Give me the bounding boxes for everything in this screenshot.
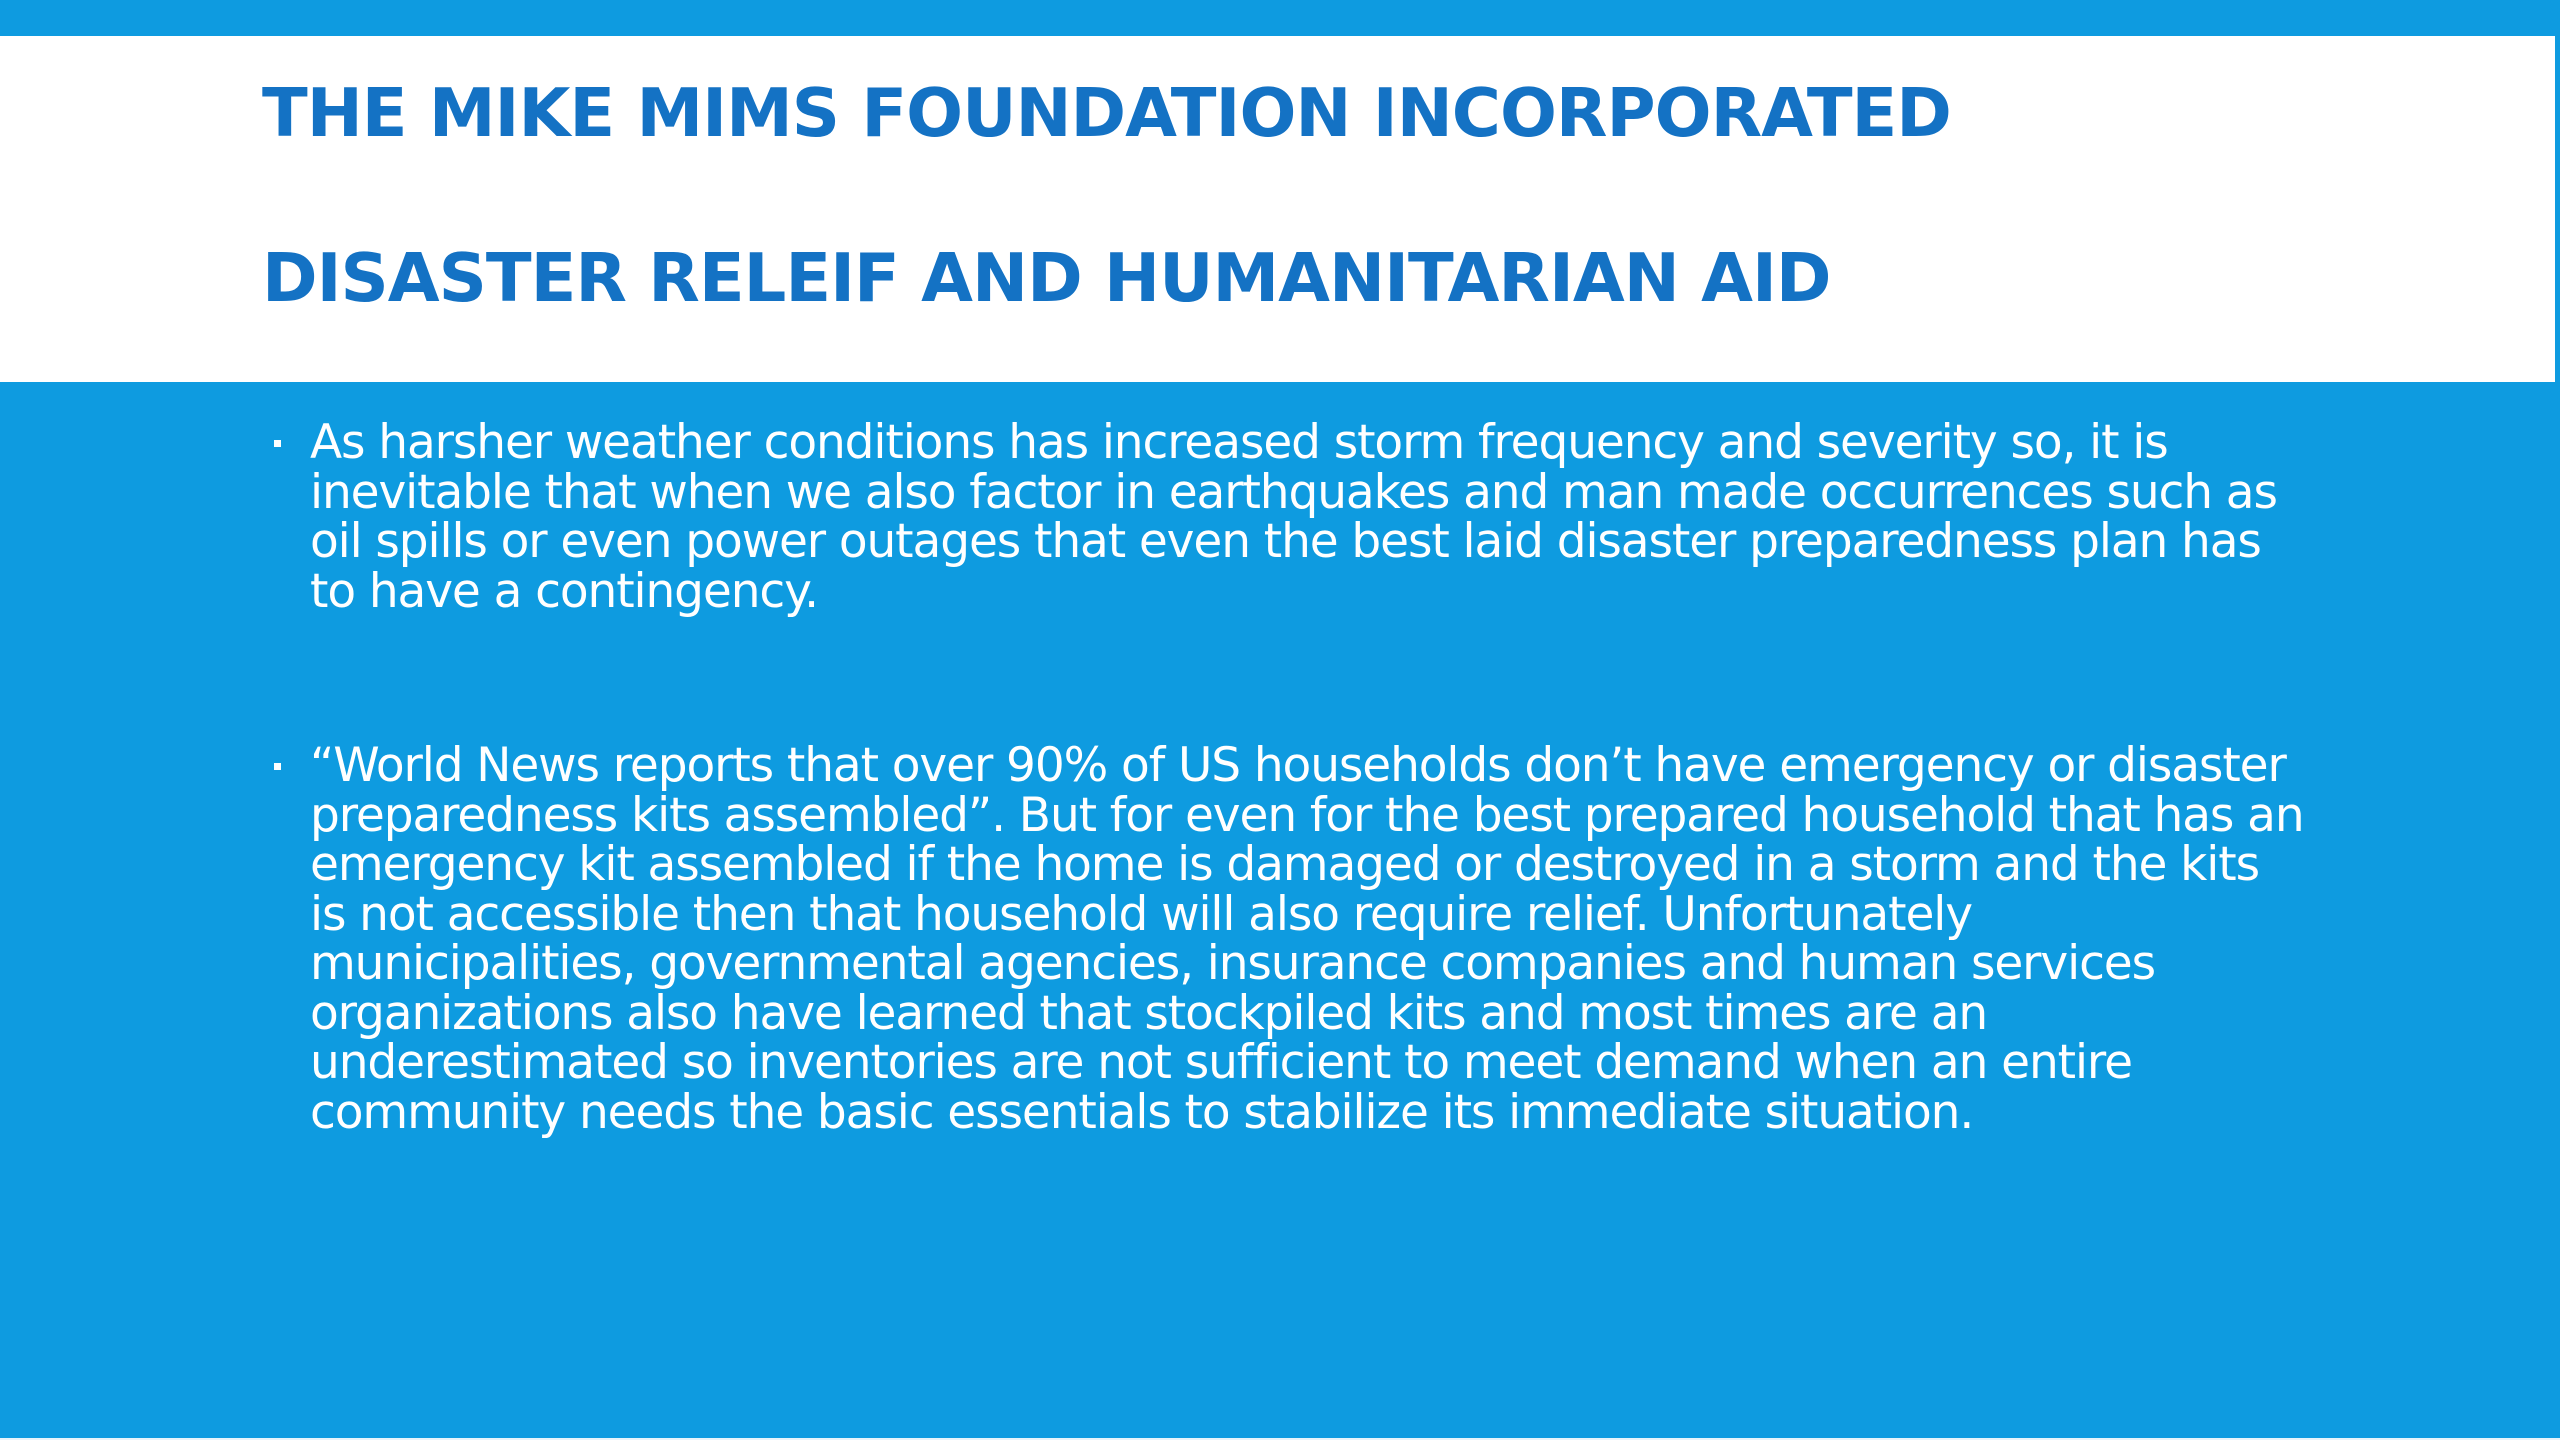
title-band	[0, 36, 2560, 382]
slide-title-line-1: THE MIKE MIMS FOUNDATION INCORPORATED	[262, 74, 1951, 152]
slide-title-line-2: DISASTER RELEIF AND HUMANITARIAN AID	[262, 239, 1831, 317]
bullet-item	[268, 738, 2308, 1140]
bullet-item	[268, 415, 2308, 619]
bullet-square-icon	[274, 440, 281, 447]
bullet-square-icon	[274, 763, 281, 770]
bullet-text: As harsher weather conditions has increased storm frequency and severity so, it is inevitable that when we also factor in earthquakes and man made occurrences such as oil spills or even power outages that even the best laid disaster preparedness plan has to have a contingency.	[310, 415, 2277, 619]
bullet-list	[268, 415, 2308, 1140]
right-edge-strip	[2555, 0, 2560, 1440]
bullet-text: “World News reports that over 90% of US households don’t have emergency or disaster preparedness kits assembled”. But for even for the best prepared household that has an emergency kit assembled if the home is damaged or destroyed in a storm and the kits is not accessible then that household will also require relief. Unfortunately municipalities, governmental agencies, insurance companies and human services organizations also have learned that stockpiled kits and most times are an underestimated so inventories are not sufficient to meet demand when an entire community needs the basic essentials to stabilize its immediate situation.	[310, 738, 2304, 1140]
